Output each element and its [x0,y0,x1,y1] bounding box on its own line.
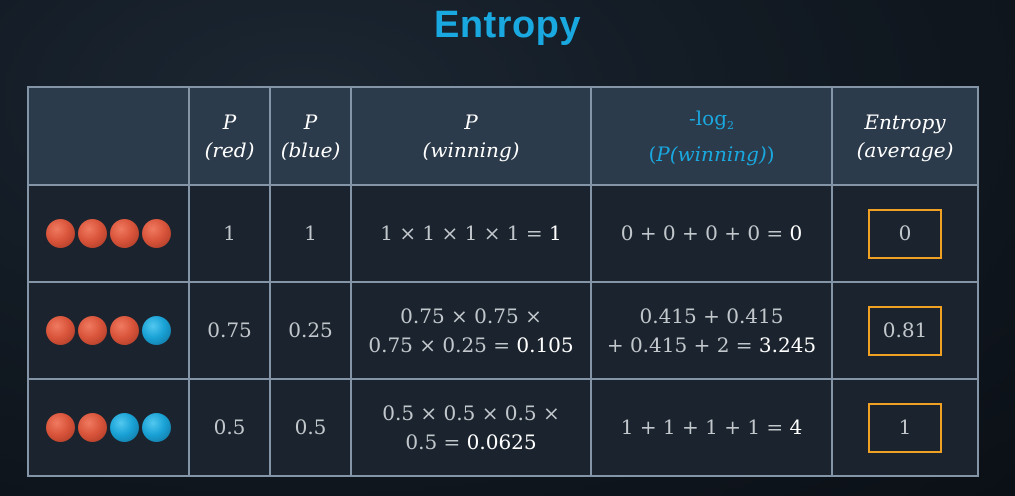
entropy-table [27,86,979,477]
formula-result: 0 [789,221,803,245]
header-neg-log-line2 [592,140,831,168]
header-p-red-line1: P [222,110,237,134]
neg-log-mid: P(winning) [656,142,767,166]
ball-group [29,413,188,442]
blue-ball [110,413,139,442]
formula-result: 4 [789,415,803,439]
balls-cell [28,282,189,379]
table-row [28,379,978,476]
formula-text: + 0.415 + 2 = [606,332,759,357]
neg-log-cell [591,185,832,282]
header-balls [28,87,189,185]
balls-cell [28,379,189,476]
red-ball [78,219,107,248]
neg-log-close: ) [766,142,775,166]
p-winning-cell-line2 [352,428,590,457]
formula-text: 0.5 = [405,429,467,454]
formula-text: 0.5 × 0.5 × 0.5 × [382,400,560,425]
header-p-winning [351,87,591,185]
red-ball [78,316,107,345]
red-ball [110,316,139,345]
header-entropy-line1: Entropy [864,110,946,134]
red-ball [46,219,75,248]
formula-result: 0.0625 [466,429,537,454]
header-p-winning-line2: (winning) [422,138,520,162]
entropy-value-box: 0 [868,209,942,259]
blue-ball [142,413,171,442]
entropy-cell [832,282,978,379]
header-neg-log-line1 [592,104,831,140]
red-ball [78,413,107,442]
blue-ball [142,316,171,345]
entropy-cell [832,185,978,282]
p-blue-cell: 1 [270,185,351,282]
neg-log-base: 2 [727,119,734,132]
formula-text: 0.75 × 0.75 × [400,303,542,328]
header-neg-log [591,87,832,185]
p-blue-cell: 0.5 [270,379,351,476]
formula-text: 1 + 1 + 1 + 1 = [620,415,790,439]
neg-log-cell-line1 [592,302,831,331]
ball-group [29,316,188,345]
p-red-cell: 1 [189,185,270,282]
neg-log-cell [591,282,832,379]
formula-result: 3.245 [758,332,817,357]
p-winning-cell-line1 [352,219,590,248]
neg-log-prefix: -log [689,106,727,130]
red-ball [46,316,75,345]
formula-result: 0.105 [516,332,574,357]
p-red-cell: 0.75 [189,282,270,379]
red-ball [46,413,75,442]
p-winning-cell [351,185,591,282]
neg-log-cell-line1 [592,219,831,248]
header-entropy [832,87,978,185]
p-winning-cell-line2 [352,331,590,360]
entropy-cell [832,379,978,476]
table-row [28,282,978,379]
header-p-blue-line2: (blue) [280,138,341,162]
header-p-red [189,87,270,185]
neg-log-cell-line2 [592,331,831,360]
slide-title: Entropy [433,4,582,46]
table-header-row [28,87,978,185]
formula-result: 1 [549,221,562,245]
header-p-red-line2: (red) [204,138,255,162]
p-winning-cell-line1 [352,302,590,331]
table-row [28,185,978,282]
red-ball [110,219,139,248]
p-winning-cell [351,282,591,379]
p-winning-cell [351,379,591,476]
header-p-blue-line1: P [303,110,318,134]
header-entropy-line2: (average) [856,138,954,162]
formula-text: 0.75 × 0.25 = [368,332,517,357]
balls-cell [28,185,189,282]
red-ball [142,219,171,248]
formula-text: 0.415 + 0.415 [639,303,784,328]
p-blue-cell: 0.25 [270,282,351,379]
header-p-winning-line1: P [464,110,478,134]
entropy-value-box: 0.81 [868,306,942,356]
p-winning-cell-line1 [352,399,590,428]
neg-log-open: ( [648,142,657,166]
formula-text: 1 × 1 × 1 × 1 = [380,221,550,245]
ball-group [29,219,188,248]
formula-text: 0 + 0 + 0 + 0 = [620,221,790,245]
p-red-cell: 0.5 [189,379,270,476]
entropy-value-box: 1 [868,403,942,453]
neg-log-cell-line1 [592,413,831,442]
header-p-blue [270,87,351,185]
neg-log-cell [591,379,832,476]
